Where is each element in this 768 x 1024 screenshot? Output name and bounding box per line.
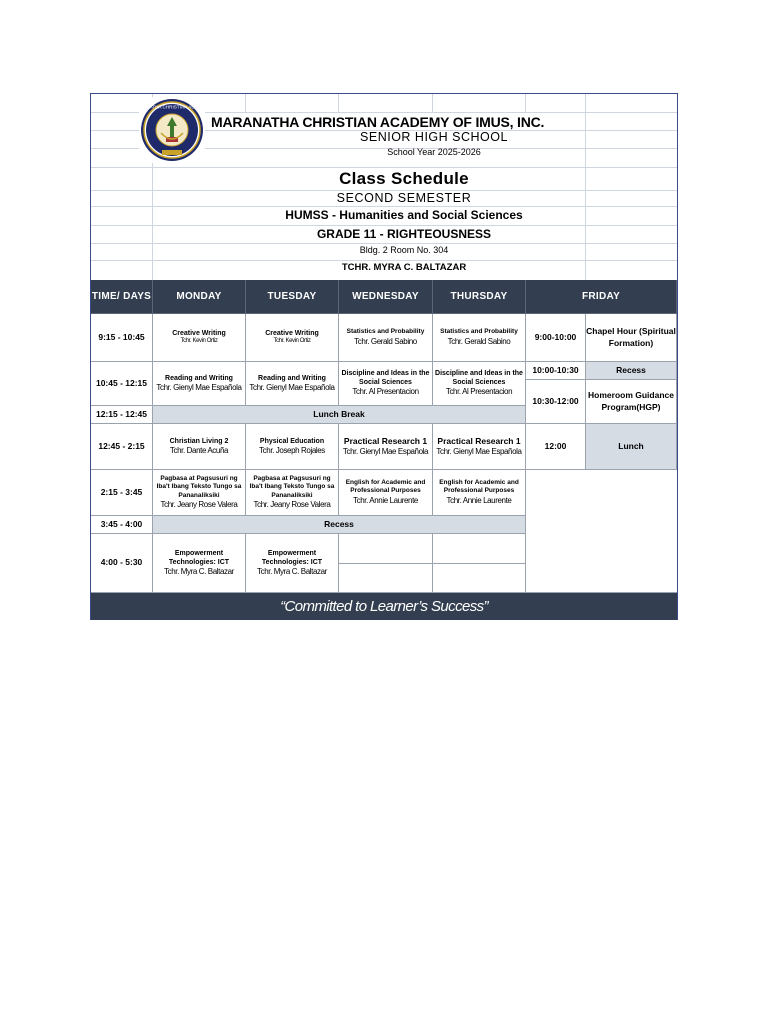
teacher: Tchr. Gerald Sabino (447, 336, 511, 346)
empty-cell (433, 564, 526, 593)
friday-activity: Chapel Hour (Spiritual Formation) (586, 314, 677, 362)
page-title: Class Schedule (339, 169, 469, 188)
class-cell (339, 470, 433, 516)
friday-time: 9:00-10:00 (526, 314, 586, 362)
schedule-sheet (90, 93, 678, 620)
teacher: Tchr. Myra C. Baltazar (164, 566, 234, 576)
room: Bldg. 2 Room No. 304 (359, 245, 449, 255)
empty-cell (433, 534, 526, 564)
teacher: Tchr. Gienyl Mae Española (156, 382, 242, 392)
header-time: TIME/ DAYS (91, 280, 153, 314)
teacher: Tchr. Kevin Ortiz (273, 338, 311, 345)
friday-time: 10:00-10:30 (526, 362, 586, 380)
class-cell (339, 362, 433, 406)
time-slot: 3:45 - 4:00 (91, 516, 153, 534)
subject: Creative Writing (172, 330, 226, 338)
friday-time: 12:00 (526, 424, 586, 470)
teacher: Tchr. Al Presentacion (445, 387, 513, 397)
subject: Empowerment Technologies: ICT (168, 549, 230, 566)
time-slot: 4:00 - 5:30 (91, 534, 153, 593)
class-cell (433, 314, 526, 362)
friday-activity: Homeroom Guidance Program(HGP) (586, 380, 677, 424)
school-name: MARANATHA CHRISTIAN ACADEMY OF IMUS, INC. (211, 114, 545, 130)
subject: Reading and Writing (258, 374, 326, 382)
header-wednesday: WEDNESDAY (339, 280, 433, 314)
friday-activity: Recess (586, 362, 677, 380)
class-cell (246, 314, 339, 362)
recess-row: Recess (153, 516, 526, 534)
teacher: Tchr. Gienyl Mae Española (436, 446, 522, 456)
time-slot: 2:15 - 3:45 (91, 470, 153, 516)
grade-section: GRADE 11 - RIGHTEOUSNESS (316, 227, 492, 241)
teacher: Tchr. Kevin Ortiz (180, 338, 218, 345)
subject: Empowerment Technologies: ICT (261, 549, 323, 566)
schedule-table (91, 280, 677, 593)
class-cell (153, 470, 246, 516)
teacher: Tchr. Myra C. Baltazar (257, 566, 327, 576)
subject: Discipline and Ideas in the Social Sciences (341, 370, 430, 387)
empty-cell (339, 564, 433, 593)
empty-cell (526, 470, 677, 593)
time-slot: 12:45 - 2:15 (91, 424, 153, 470)
teacher: Tchr. Jeany Rose Valera (160, 499, 238, 509)
teacher: Tchr. Al Presentacion (352, 387, 419, 397)
subject: Pagbasa at Pagsusuri ng Iba't Ibang Teksto Tungo sa Pananaliksiki (156, 474, 242, 499)
subject: Discipline and Ideas in the Social Sciences (435, 370, 523, 387)
class-cell (339, 314, 433, 362)
subject: Practical Research 1 (343, 435, 428, 446)
department: SENIOR HIGH SCHOOL (360, 130, 508, 144)
teacher: Tchr. Joseph Rojales (259, 445, 325, 455)
time-slot: 12:15 - 12:45 (91, 406, 153, 424)
class-cell (153, 314, 246, 362)
time-slot: 10:45 - 12:15 (91, 362, 153, 406)
strand: HUMSS - Humanities and Social Sciences (285, 208, 523, 222)
subject: Christian Living 2 (169, 437, 229, 445)
class-cell (246, 534, 339, 593)
teacher: Tchr. Dante Acuña (169, 445, 229, 455)
header-friday: FRIDAY (526, 280, 677, 314)
class-cell (433, 424, 526, 470)
class-cell (339, 424, 433, 470)
header-tuesday: TUESDAY (246, 280, 339, 314)
footer-motto: “Committed to Learner’s Success” (91, 593, 677, 620)
subject: Reading and Writing (165, 374, 233, 382)
header-thursday: THURSDAY (433, 280, 526, 314)
subject: Statistics and Probability (440, 328, 518, 336)
teacher: Tchr. Gerald Sabino (354, 336, 417, 346)
teacher: Tchr. Gienyl Mae Española (249, 382, 335, 392)
school-year: School Year 2025-2026 (387, 147, 481, 157)
subject: English for Academic and Professional Purposes (439, 478, 519, 495)
logo-text: MARANATHA CHRISTIAN ACADEMY (132, 104, 212, 110)
friday-activity: Lunch (586, 424, 677, 470)
subject: Creative Writing (265, 330, 319, 338)
subject: Practical Research 1 (437, 435, 521, 446)
class-cell (433, 470, 526, 516)
teacher: Tchr. Gienyl Mae Española (342, 446, 429, 456)
teacher: Tchr. Annie Laurente (353, 495, 418, 505)
friday-time: 10:30-12:00 (526, 380, 586, 424)
teacher: Tchr. Jeany Rose Valera (253, 499, 331, 509)
empty-cell (339, 534, 433, 564)
subject: Physical Education (259, 437, 325, 445)
header-monday: MONDAY (153, 280, 246, 314)
class-cell (153, 534, 246, 593)
teacher: Tchr. Annie Laurente (446, 495, 512, 505)
time-slot: 9:15 - 10:45 (91, 314, 153, 362)
lunch-break-row: Lunch Break (153, 406, 526, 424)
class-cell (246, 424, 339, 470)
adviser: TCHR. MYRA C. BALTAZAR (341, 262, 467, 273)
semester: SECOND SEMESTER (336, 191, 472, 205)
subject: English for Academic and Professional Purposes (345, 478, 426, 495)
class-cell (433, 362, 526, 406)
class-cell (153, 424, 246, 470)
class-cell (153, 362, 246, 406)
class-cell (246, 362, 339, 406)
class-cell (246, 470, 339, 516)
subject: Pagbasa at Pagsusuri ng Iba't Ibang Teksto Tungo sa Pananaliksiki (249, 474, 335, 499)
subject: Statistics and Probability (346, 328, 425, 336)
schedule-header (91, 94, 677, 280)
